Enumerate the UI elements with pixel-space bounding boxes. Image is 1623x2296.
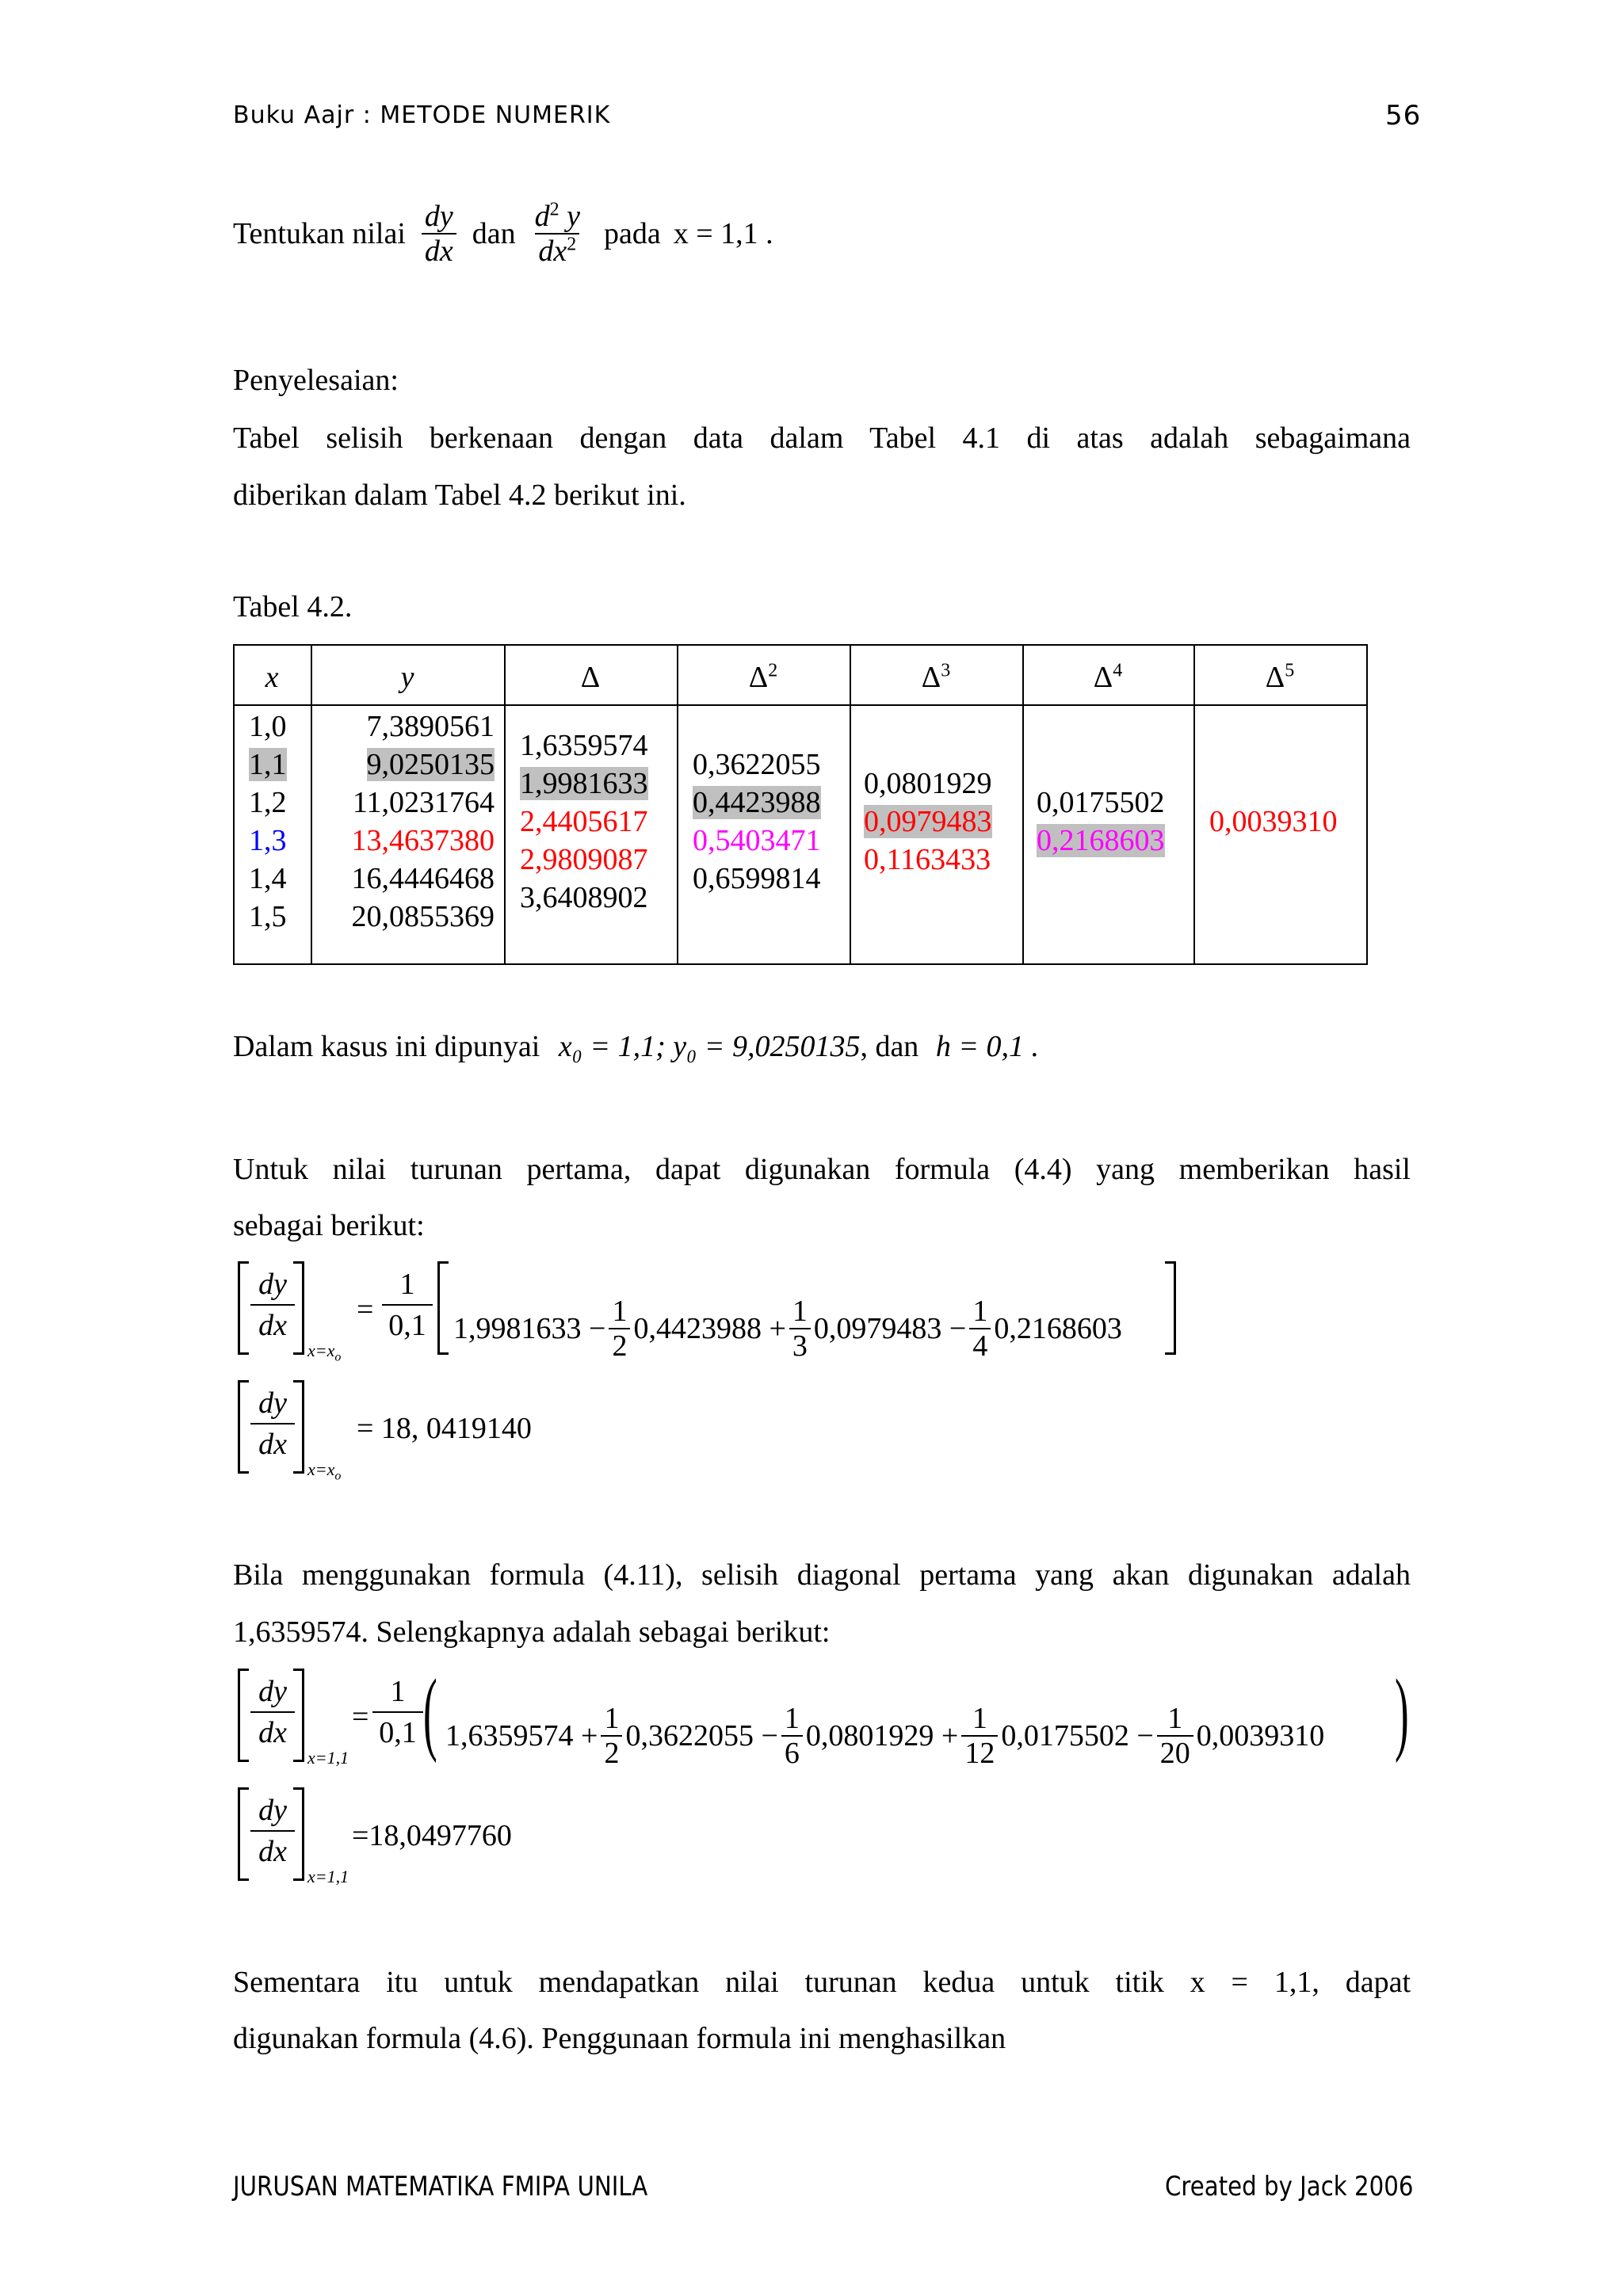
table-cell: 0,3622055 [693,748,821,781]
table-cell: 1,9981633 [520,767,648,800]
para4-line2: digunakan formula (4.6). Penggunaan formula ini menghasilkan [233,2022,1006,2055]
case-mid: , dan [860,1030,919,1063]
table-cell: 9,0250135 [366,748,495,781]
second-derivative-fraction: $\frac{d^2 y}{dx^2}$ [534,199,581,268]
table-cell: 0,0175502 [1037,786,1165,819]
table-cell: 0,5403471 [693,824,821,857]
equation-2-result [233,1787,708,1890]
para4-line1: Sementara itu untuk mendapatkan nilai turunan kedua untuk titik x = 1,1, dapat [233,1966,1411,1999]
series-terms: 1,9981633 − $\frac{1}{2}$ 0,4423988 + $\frac{1}{3}$ 0,0979483 − $\frac{1}{4}$ 0,2168603 [453,1295,1122,1363]
table-cell: 0,4423988 [693,786,821,819]
header-delta2: $\Delta^2$ [748,660,778,694]
delta5-column [1209,803,1338,841]
table-cell: 2,4405617 [520,805,648,838]
dy-dx-fraction: dy dx [250,1791,295,1871]
delta4-column [1037,784,1165,860]
dy-dx-fraction: dy dx [250,1264,295,1345]
right-paren: ) [1395,1660,1409,1764]
solution-label: Penyelesaian: [233,364,399,397]
left-bracket [238,1261,249,1355]
table-cell: 0,0979483 [864,805,992,838]
intro-suffix: pada [604,217,661,250]
series-terms: 1,6359574 + $\frac{1}{2}$ 0,3622055 − $\frac{1}{6}$ 0,0801929 + $\frac{1}{12}$ 0,0175502 − $\frac{1}{20}$ 0,0039310 [445,1702,1325,1770]
para3-line2: 1,6359574. Selengkapnya adalah sebagai berikut: [233,1615,831,1649]
table-cell: 20,0855369 [351,900,495,933]
eval-subscript: $x=x_o$ [307,1341,342,1364]
result-value: = 18, 0419140 [357,1412,532,1445]
left-bracket [437,1261,449,1355]
case-line [233,1032,1039,1062]
intro-condition: x = 1,1 . [673,217,773,250]
dy-dx-fraction: dy dx [250,1672,295,1753]
header-x: x [265,661,279,694]
eval-subscript: $x=x_o$ [307,1459,342,1483]
table-cell: 0,6599814 [693,862,821,895]
para2-line1: Untuk nilai turunan pertama, dapat digunakan formula (4.4) yang memberikan hasil [233,1153,1411,1186]
case-prefix: Dalam kasus ini dipunyai [233,1030,540,1063]
header-delta5: $\Delta^5$ [1265,660,1295,694]
table-cell: 7,3890561 [366,710,495,743]
table-bottom-border [233,963,1368,965]
delta3-column [864,765,992,879]
footer-left: JURUSAN MATEMATIKA FMIPA UNILA [233,2171,648,2203]
table-cell: 2,9809087 [520,843,648,876]
table-cell: 0,0801929 [864,767,992,800]
table-cell: 1,3 [249,824,287,857]
case-equation: x₀ = 1,1; y₀ = 9,0250135 [558,1030,861,1063]
right-bracket [1165,1261,1176,1355]
table-cell: 1,6359574 [520,729,648,762]
para2-line2: sebagai berikut: [233,1209,425,1242]
result-value: =18,0497760 [352,1819,512,1852]
eval-subscript: x=1,1 [307,1748,349,1768]
intro-and: dan [472,217,516,250]
intro-prefix: Tentukan nilai [233,217,406,250]
x-column [249,707,287,936]
header-delta3: $\Delta^3$ [921,660,951,694]
header-y: y [400,661,414,694]
case-h: h = 0,1 . [935,1030,1039,1063]
para1-line1: Tabel selisih berkenaan dengan data dalam Tabel 4.1 di atas adalah sebagaimana [233,421,1411,455]
table-cell: 3,6408902 [520,881,648,914]
eval-subscript: x=1,1 [307,1867,349,1886]
table-cell: 0,2168603 [1037,824,1165,857]
frac-one-over-h: 1 0,1 [382,1264,433,1345]
table-header-divider [233,704,1368,706]
delta1-column [520,727,648,917]
table-cell: 13,4637380 [351,824,495,857]
table-cell: 1,4 [249,862,287,895]
right-bracket [293,1261,304,1355]
frac-one-over-h: 1 0,1 [372,1672,423,1753]
page-number: 56 [1385,100,1422,132]
table-top-border [233,644,1368,646]
para3-line1: Bila menggunakan formula (4.11), selisih diagonal pertama yang akan digunakan adalah [233,1558,1411,1592]
left-bracket [238,1669,249,1762]
table-cell: 1,2 [249,786,287,819]
left-paren: ( [423,1660,437,1764]
header-delta4: $\Delta^4$ [1093,660,1123,694]
table-cell: 1,1 [249,748,287,781]
equals-sign: = [352,1700,369,1733]
footer-right: Created by Jack 2006 [1165,2171,1414,2203]
dy-dx-fraction: $\frac{dy}{dx}$ [422,200,456,268]
y-column [319,707,495,936]
left-bracket [238,1380,249,1474]
equation-1-result [233,1380,708,1483]
equation-1 [233,1261,1263,1364]
table-cell: 1,5 [249,900,287,933]
equation-2 [233,1660,1422,1772]
equals-sign: = [357,1293,374,1326]
table-border-right [1366,644,1368,965]
table-caption: Tabel 4.2. [233,590,353,624]
right-bracket [293,1669,304,1762]
para1-line2: diberikan dalam Tabel 4.2 berikut ini. [233,479,686,512]
table-cell: 0,0039310 [1209,805,1338,838]
dy-dx-fraction: dy dx [250,1383,295,1464]
header-delta1: Δ [580,661,601,694]
left-bracket [238,1787,249,1881]
right-bracket [293,1787,304,1881]
delta2-column [693,746,821,898]
table-cell: 1,0 [249,710,287,743]
difference-table [233,644,1368,965]
table-cell: 16,4446468 [351,862,495,895]
table-cell: 0,1163433 [864,843,991,876]
intro-line [233,200,773,268]
running-header: Buku Aajr : METODE NUMERIK [233,101,611,129]
right-bracket [293,1380,304,1474]
table-cell: 11,0231764 [352,786,495,819]
